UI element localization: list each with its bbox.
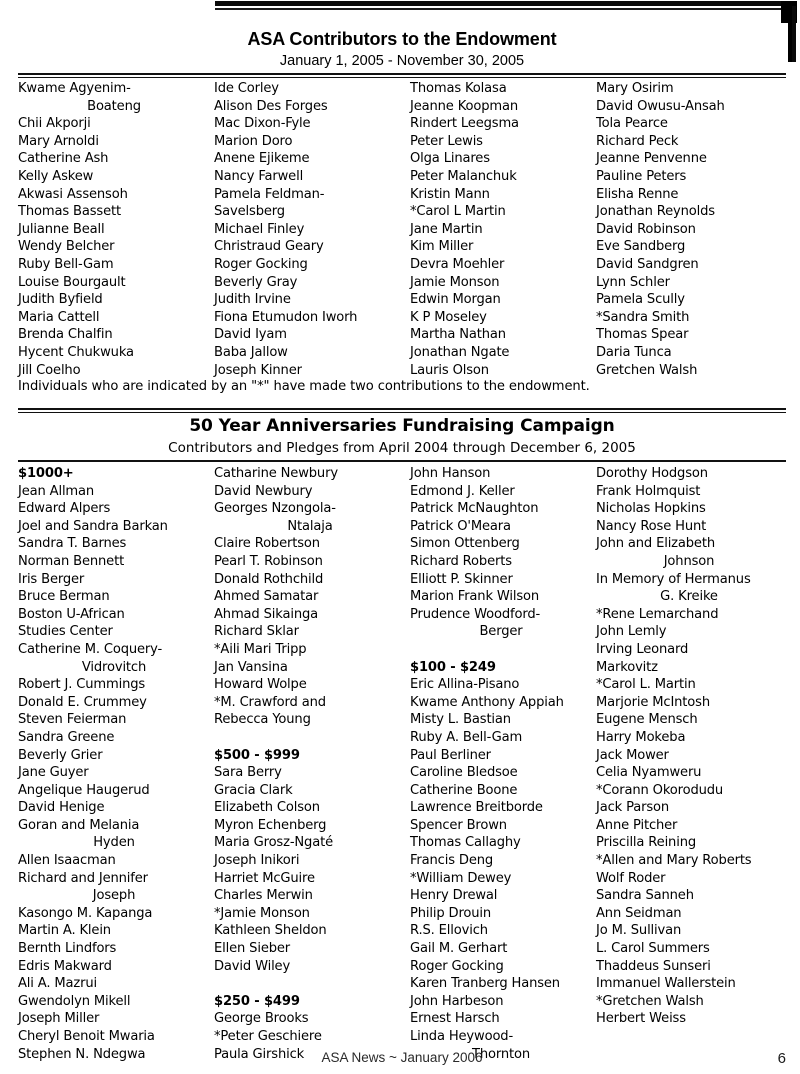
- contributor-name: Jill Coelho: [18, 362, 81, 378]
- contributor-name: Ahmed Samatar: [214, 589, 319, 605]
- contributor-name: Steven Feierman: [18, 712, 127, 728]
- contributor-name: Joel and Sandra Barkan: [18, 518, 168, 534]
- list-spacer: [214, 975, 406, 993]
- contributor-name: Kwame Agyenim-: [18, 81, 131, 96]
- contributor-name: Dorothy Hodgson: [596, 466, 708, 481]
- contributor-name: Wolf Roder: [596, 870, 666, 886]
- contributor-name: Herbert Weiss: [596, 1011, 686, 1027]
- contributor-name: Julianne Beall: [18, 221, 105, 237]
- contributor-name: Olga Linares: [410, 151, 490, 167]
- contributor-name: Charles Merwin: [214, 888, 313, 904]
- contributor-name: Richard Roberts: [410, 553, 512, 569]
- contributor-name: Judith Byfield: [18, 292, 103, 308]
- contributor-name: Sandra Greene: [18, 729, 115, 745]
- list-spacer: [410, 641, 592, 659]
- contributor-name: Martha Nathan: [410, 327, 506, 343]
- giving-level-heading: $1000+: [18, 466, 74, 481]
- contributor-name: *Rene Lemarchand: [596, 606, 719, 622]
- contributor-name: Karen Tranberg Hansen: [410, 976, 560, 992]
- contributor-name: Nicholas Hopkins: [596, 501, 706, 517]
- contributor-name: Anne Pitcher: [596, 817, 678, 833]
- contributor-name: Donald Rothchild: [214, 571, 324, 587]
- contributor-name: David Henige: [18, 800, 105, 816]
- contributor-name: Pauline Peters: [596, 168, 687, 184]
- contributor-name: Lawrence Breitborde: [410, 800, 543, 816]
- contributor-name: Daria Tunca: [596, 344, 672, 360]
- contributor-name: Lauris Olson: [410, 362, 489, 378]
- contributor-name: Mary Arnoldi: [18, 133, 99, 149]
- contributor-name: Markovitz: [596, 659, 658, 675]
- contributor-name: Sandra T. Barnes: [18, 536, 127, 552]
- contributor-name: Ernest Harsch: [410, 1011, 500, 1027]
- contributor-name: Joseph: [92, 888, 136, 904]
- contributor-name: Ntalaja: [287, 518, 333, 534]
- name-column: [214, 465, 410, 1063]
- contributor-name: Thomas Bassett: [18, 204, 121, 220]
- contributor-name: Frank Holmquist: [596, 483, 701, 499]
- contributor-name: Prudence Woodford-: [410, 606, 541, 622]
- contributor-name: *M. Crawford and: [214, 694, 326, 710]
- contributor-name: Baba Jallow: [214, 344, 288, 360]
- contributor-name: Jeanne Penvenne: [596, 151, 707, 167]
- contributor-name: Gail M. Gerhart: [410, 941, 508, 957]
- campaign-title: 50 Year Anniversaries Fundraising Campaign: [189, 416, 615, 436]
- contributor-name: Edwin Morgan: [410, 292, 501, 308]
- contributor-name: Catherine M. Coquery-: [18, 641, 163, 657]
- contributor-name: John Lemly: [596, 624, 667, 640]
- contributor-name: David Iyam: [214, 327, 287, 343]
- contributor-name: Catherine Boone: [410, 782, 518, 798]
- contributor-name: Edward Alpers: [18, 501, 111, 517]
- contributor-name: Paul Berliner: [410, 747, 491, 763]
- contributor-name: Richard Sklar: [214, 624, 299, 640]
- contributor-name: Kwame Anthony Appiah: [410, 694, 564, 710]
- campaign-subtitle: Contributors and Pledges from April 2004 through December 6, 2005: [168, 440, 636, 456]
- contributor-name: Christraud Geary: [214, 239, 324, 255]
- name-column: [18, 465, 214, 1063]
- contributor-name: Mac Dixon-Fyle: [214, 116, 311, 132]
- contributor-name: Goran and Melania: [18, 817, 140, 833]
- contributor-name: David Robinson: [596, 221, 696, 237]
- contributor-name: Jean Allman: [18, 483, 95, 499]
- page-footer: [18, 1050, 786, 1067]
- contributor-name: *Carol L. Martin: [596, 677, 696, 693]
- contributor-name: Angelique Haugerud: [18, 782, 150, 798]
- contributor-name: Boston U-African: [18, 606, 125, 622]
- contributor-name: Nancy Rose Hunt: [596, 518, 707, 534]
- contributor-name: Jamie Monson: [410, 274, 500, 290]
- campaign-columns: [18, 465, 786, 1063]
- contributor-name: Beverly Gray: [214, 274, 298, 290]
- contributor-name: Richard Peck: [596, 133, 679, 149]
- contributor-name: Elizabeth Colson: [214, 800, 320, 816]
- contributor-name: G. Kreike: [660, 589, 718, 605]
- contributor-name: Pearl T. Robinson: [214, 553, 323, 569]
- contributor-name: *Allen and Mary Roberts: [596, 853, 752, 869]
- contributor-name: Peter Malanchuk: [410, 168, 517, 184]
- name-column: [214, 80, 410, 379]
- contributor-name: *Aili Mari Tripp: [214, 641, 307, 657]
- contributor-name: Celia Nyamweru: [596, 765, 702, 781]
- contributor-name: *Carol L Martin: [410, 204, 506, 220]
- contributor-name: Hycent Chukwuka: [18, 344, 134, 360]
- giving-level-heading: $100 - $249: [410, 659, 496, 675]
- contributor-name: Cheryl Benoit Mwaria: [18, 1029, 155, 1044]
- contributor-name: K P Moseley: [410, 309, 487, 325]
- contributor-name: Elliott P. Skinner: [410, 571, 513, 587]
- name-column: [596, 465, 786, 1028]
- contributor-name: Ann Seidman: [596, 905, 682, 921]
- endowment-asterisk-note: Individuals who are indicated by an "*" have made two contributions to the endowment.: [18, 379, 590, 394]
- contributor-name: Roger Gocking: [214, 256, 308, 272]
- contributor-name: Thaddeus Sunseri: [596, 958, 711, 974]
- contributor-name: Catherine Ash: [18, 151, 109, 167]
- contributor-name: Jeanne Koopman: [410, 98, 519, 114]
- contributor-name: Jane Guyer: [18, 765, 89, 781]
- name-column: [596, 80, 786, 379]
- contributor-name: Eve Sandberg: [596, 239, 686, 255]
- contributor-name: Johnson: [663, 553, 715, 569]
- contributor-name: Misty L. Bastian: [410, 712, 511, 728]
- contributor-name: Henry Drewal: [410, 888, 498, 904]
- contributor-name: *Jamie Monson: [214, 905, 310, 921]
- scan-artifact-top-hairline: [215, 8, 783, 10]
- contributor-name: *Corann Okorodudu: [596, 782, 724, 798]
- contributor-name: Richard and Jennifer: [18, 870, 148, 886]
- contributor-name: John Hanson: [410, 466, 491, 481]
- contributor-name: Patrick O'Meara: [410, 518, 511, 534]
- contributor-name: Peter Lewis: [410, 133, 483, 149]
- list-spacer: [214, 729, 406, 747]
- contributor-name: Vidrovitch: [81, 659, 147, 675]
- contributor-name: David Sandgren: [596, 256, 699, 272]
- contributor-name: Boateng: [87, 98, 141, 114]
- contributor-name: Alison Des Forges: [214, 98, 328, 114]
- contributor-name: Mary Osirim: [596, 81, 674, 96]
- contributor-name: Sandra Sanneh: [596, 888, 694, 904]
- contributor-name: Fiona Etumudon Iworh: [214, 309, 358, 325]
- contributor-name: Kelly Askew: [18, 168, 94, 184]
- contributor-name: Rebecca Young: [214, 712, 311, 728]
- contributor-name: Sara Berry: [214, 765, 282, 781]
- contributor-name: Maria Cattell: [18, 309, 100, 325]
- contributor-name: Joseph Kinner: [214, 362, 302, 378]
- contributor-name: Gracia Clark: [214, 782, 293, 798]
- contributor-name: Marjorie McIntosh: [596, 694, 710, 710]
- endowment-section: [18, 28, 786, 379]
- contributor-name: Kim Miller: [410, 239, 474, 255]
- contributor-name: Patrick McNaughton: [410, 501, 539, 517]
- name-column: [410, 80, 596, 379]
- contributor-name: In Memory of Hermanus: [596, 571, 751, 587]
- contributor-name: John and Elizabeth: [596, 536, 715, 552]
- giving-level-heading: $250 - $499: [214, 993, 300, 1009]
- contributor-name: Harry Mokeba: [596, 729, 686, 745]
- contributor-name: Philip Drouin: [410, 905, 492, 921]
- contributor-name: Paula Girshick: [214, 1046, 305, 1062]
- contributor-name: Kasongo M. Kapanga: [18, 905, 153, 921]
- contributor-name: Savelsberg: [214, 204, 285, 220]
- contributor-name: L. Carol Summers: [596, 941, 710, 957]
- name-column: [410, 465, 596, 1063]
- contributor-name: Gretchen Walsh: [596, 362, 698, 378]
- endowment-title: ASA Contributors to the Endowment: [247, 29, 557, 49]
- contributor-name: David Wiley: [214, 958, 291, 974]
- contributor-name: David Newbury: [214, 483, 313, 499]
- contributor-name: Robert J. Cummings: [18, 677, 146, 693]
- scan-artifact-right-edge-inner: [792, 6, 796, 62]
- contributor-name: Joseph Inikori: [214, 853, 300, 869]
- contributor-name: Jack Parson: [596, 800, 670, 816]
- giving-level-heading: $500 - $999: [214, 747, 300, 763]
- contributor-name: Iris Berger: [18, 571, 85, 587]
- contributor-name: Linda Heywood-: [410, 1029, 514, 1044]
- contributor-name: Hyden: [93, 835, 135, 851]
- contributor-name: Stephen N. Ndegwa: [18, 1046, 146, 1062]
- contributor-name: Eric Allina-Pisano: [410, 677, 520, 693]
- footer-publication-label: ASA News ~ January 2006: [321, 1050, 483, 1065]
- contributor-name: Jack Mower: [596, 747, 669, 763]
- contributor-name: Jonathan Reynolds: [596, 204, 715, 220]
- contributor-name: Lynn Schler: [596, 274, 670, 290]
- contributor-name: Joseph Miller: [18, 1011, 100, 1027]
- contributor-name: Bernth Lindfors: [18, 941, 117, 957]
- contributor-name: Thomas Kolasa: [410, 81, 507, 96]
- contributor-name: Akwasi Assensoh: [18, 186, 128, 202]
- contributor-name: Martin A. Klein: [18, 923, 111, 939]
- contributor-name: Pamela Feldman-: [214, 186, 325, 202]
- contributor-name: Judith Irvine: [214, 292, 291, 308]
- contributor-name: Edris Makward: [18, 958, 112, 974]
- contributor-name: Eugene Mensch: [596, 712, 698, 728]
- contributor-name: Allen Isaacman: [18, 853, 116, 869]
- contributor-name: *William Dewey: [410, 870, 512, 886]
- endowment-subtitle: January 1, 2005 - November 30, 2005: [279, 53, 525, 69]
- endowment-columns: [18, 80, 786, 379]
- contributor-name: Chii Akporji: [18, 116, 91, 132]
- contributor-name: Elisha Renne: [596, 186, 679, 202]
- contributor-name: Kathleen Sheldon: [214, 923, 327, 939]
- contributor-name: Marion Frank Wilson: [410, 589, 540, 605]
- contributor-name: Ahmad Sikainga: [214, 606, 319, 622]
- contributor-name: Priscilla Reining: [596, 835, 697, 851]
- contributor-name: Georges Nzongola-: [214, 501, 336, 517]
- contributor-name: R.S. Ellovich: [410, 923, 488, 939]
- contributor-name: Claire Robertson: [214, 536, 320, 552]
- contributor-name: Bruce Berman: [18, 589, 110, 605]
- contributor-name: Berger: [479, 624, 523, 640]
- contributor-name: Jan Vansina: [214, 659, 288, 675]
- contributor-name: Anene Ejikeme: [214, 151, 310, 167]
- contributor-name: Michael Finley: [214, 221, 305, 237]
- contributor-name: Thornton: [471, 1046, 530, 1062]
- contributor-name: Maria Grosz-Ngaté: [214, 835, 333, 851]
- contributor-name: Louise Bourgault: [18, 274, 126, 290]
- contributor-name: Simon Ottenberg: [410, 536, 520, 552]
- contributor-name: Catharine Newbury: [214, 466, 338, 481]
- contributor-name: *Sandra Smith: [596, 309, 690, 325]
- contributor-name: David Owusu-Ansah: [596, 98, 725, 114]
- campaign-section: [18, 408, 786, 1063]
- contributor-name: Tola Pearce: [596, 116, 668, 132]
- contributor-name: *Gretchen Walsh: [596, 993, 704, 1009]
- contributor-name: Brenda Chalfin: [18, 327, 113, 343]
- contributor-name: Gwendolyn Mikell: [18, 993, 131, 1009]
- contributor-name: Francis Deng: [410, 853, 494, 869]
- contributor-name: Rindert Leegsma: [410, 116, 519, 132]
- contributor-name: Donald E. Crummey: [18, 694, 147, 710]
- contributor-name: Wendy Belcher: [18, 239, 115, 255]
- contributor-name: Roger Gocking: [410, 958, 504, 974]
- campaign-top-rule: [18, 408, 786, 413]
- contributor-name: Ide Corley: [214, 81, 279, 96]
- contributor-name: Nancy Farwell: [214, 168, 304, 184]
- scan-artifact-top-bar: [215, 1, 785, 6]
- contributor-name: Caroline Bledsoe: [410, 765, 518, 781]
- name-column: [18, 80, 214, 379]
- contributor-name: Marion Doro: [214, 133, 293, 149]
- contributor-name: *Peter Geschiere: [214, 1029, 322, 1044]
- contributor-name: Jo M. Sullivan: [596, 923, 682, 939]
- contributor-name: Ruby A. Bell-Gam: [410, 729, 523, 745]
- contributor-name: Howard Wolpe: [214, 677, 307, 693]
- contributor-name: Irving Leonard: [596, 641, 689, 657]
- endowment-header-rule: [18, 73, 786, 78]
- contributor-name: Beverly Grier: [18, 747, 103, 763]
- contributor-name: Ali A. Mazrui: [18, 976, 98, 992]
- contributor-name: Jane Martin: [410, 221, 483, 237]
- contributor-name: George Brooks: [214, 1011, 309, 1027]
- contributor-name: John Harbeson: [410, 993, 504, 1009]
- contributor-name: Edmond J. Keller: [410, 483, 515, 499]
- campaign-header-rule: [18, 460, 786, 463]
- contributor-name: Norman Bennett: [18, 553, 125, 569]
- contributor-name: Kristin Mann: [410, 186, 490, 202]
- contributor-name: Myron Echenberg: [214, 817, 327, 833]
- footer-page-number: 6: [777, 1050, 786, 1067]
- contributor-name: Pamela Scully: [596, 292, 685, 308]
- contributor-name: Devra Moehler: [410, 256, 505, 272]
- contributor-name: Thomas Callaghy: [410, 835, 521, 851]
- contributor-name: Jonathan Ngate: [410, 344, 510, 360]
- contributor-name: Studies Center: [18, 624, 113, 640]
- contributor-name: Thomas Spear: [596, 327, 689, 343]
- contributor-name: Spencer Brown: [410, 817, 507, 833]
- contributor-name: Harriet McGuire: [214, 870, 315, 886]
- contributor-name: Ellen Sieber: [214, 941, 291, 957]
- contributor-name: Immanuel Wallerstein: [596, 976, 736, 992]
- contributor-name: Ruby Bell-Gam: [18, 256, 114, 272]
